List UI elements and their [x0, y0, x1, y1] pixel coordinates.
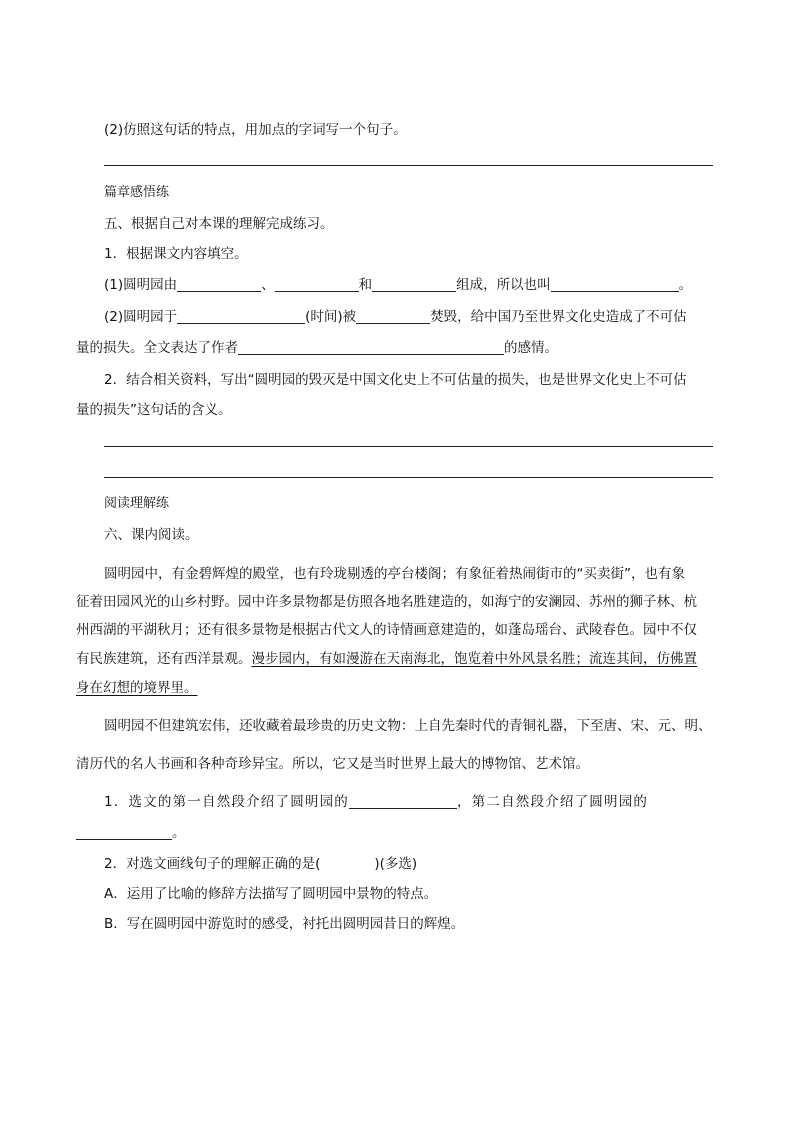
question-5-1-1: (1)圆明园由 、 和 组成，所以也叫 。: [104, 277, 693, 293]
option-b[interactable]: B．写在圆明园中游览时的感受，衬托出圆明园昔日的辉煌。: [104, 916, 465, 932]
fill-blank[interactable]: [551, 277, 679, 292]
fill-blank[interactable]: [356, 309, 430, 324]
answer-line: [104, 446, 713, 447]
fill-blank[interactable]: [76, 825, 172, 840]
underlined-sentence: 漫步园内，有如漫游在天南海北，饱览着中外风景名胜；流连其间，仿佛置: [251, 651, 697, 667]
answer-line: [104, 165, 713, 166]
passage-line: 圆明园中，有金碧辉煌的殿堂，也有玲珑剔透的亭台楼阁；有象征着热闹街市的“买卖街”，也有象: [104, 566, 685, 582]
fill-blank[interactable]: [177, 309, 305, 324]
question-6-1-cont: 。: [76, 823, 186, 843]
fill-blank[interactable]: [177, 277, 261, 292]
question-5-1-2-cont: 量的损失。全文表达了作者 的感情。: [76, 340, 558, 356]
underlined-sentence: 身在幻想的境界里。: [76, 680, 198, 696]
question-4-2: (2)仿照这句话的特点，用加点的字词写一个句子。: [104, 122, 407, 138]
answer-line: [104, 477, 713, 478]
question-5-1: 1．根据课文内容填空。: [104, 246, 248, 262]
fill-blank[interactable]: [372, 277, 456, 292]
fill-blank[interactable]: [275, 277, 359, 292]
question-6-title: 六、课内阅读。: [104, 527, 199, 543]
section-heading-yuedu: 阅读理解练: [104, 496, 170, 511]
passage-line: 有民族建筑，还有西洋景观。漫步园内，有如漫游在天南海北，饱览着中外风景名胜；流连其间，仿佛置: [76, 651, 697, 667]
passage-line: 清历代的名人书画和各种奇珍异宝。所以，它又是当时世界上最大的博物馆、艺术馆。: [76, 756, 589, 772]
passage-line: 征着田园风光的山乡村野。园中许多景物都是仿照各地名胜建造的，如海宁的安澜园、苏州的狮子林、杭: [76, 594, 697, 610]
question-5-2-line1: 2．结合相关资料，写出“圆明园的毁灭是中国文化史上不可估量的损失，也是世界文化史上不可估: [104, 372, 687, 388]
question-6-1: 1．选文的第一自然段介绍了圆明园的 ，第二自然段介绍了圆明园的: [104, 794, 649, 810]
passage-line: [76, 678, 198, 698]
question-6-2: 2．对选文画线句子的理解正确的是( )(多选): [104, 856, 418, 872]
question-5-2-line2: 量的损失”这句话的含义。: [76, 402, 232, 418]
option-a[interactable]: A．运用了比喻的修辞方法描写了圆明园中景物的特点。: [104, 886, 438, 902]
question-5-1-2: (2)圆明园于 (时间)被 焚毁，给中国乃至世界文化史造成了不可估: [104, 309, 687, 325]
passage-line: 圆明园不但建筑宏伟，还收藏着最珍贵的历史文物：上自先秦时代的青铜礼器，下至唐、宋、元、明、: [104, 718, 712, 734]
question-5-title: 五、根据自己对本课的理解完成练习。: [104, 216, 334, 232]
section-heading-pianzhang: 篇章感悟练: [104, 185, 170, 200]
passage-line: 州西湖的平湖秋月；还有很多景物是根据古代文人的诗情画意建造的，如蓬岛瑶台、武陵春色。园中不仅: [76, 622, 697, 638]
fill-blank[interactable]: [238, 340, 504, 355]
fill-blank[interactable]: [349, 794, 457, 809]
